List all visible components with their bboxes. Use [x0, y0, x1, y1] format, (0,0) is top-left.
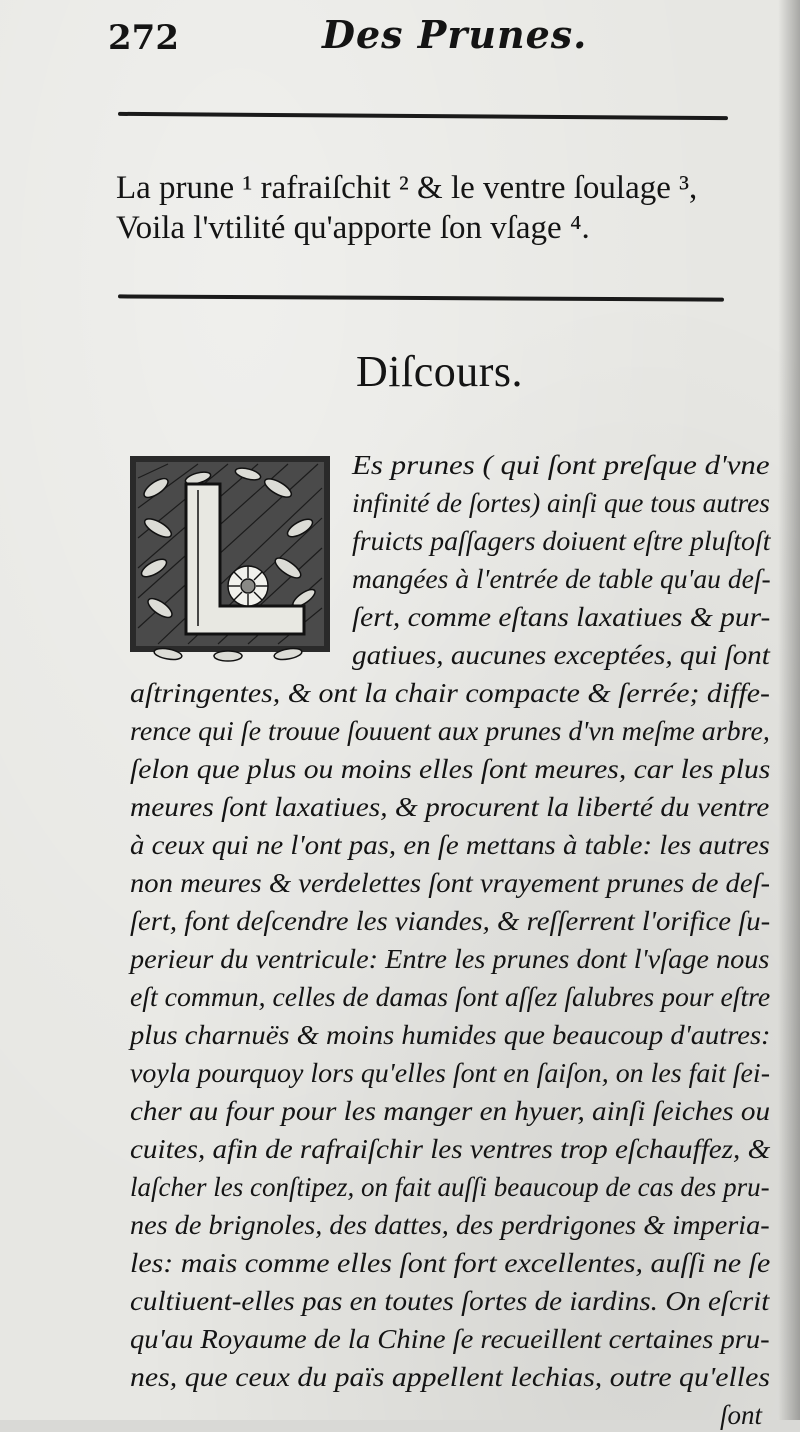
text-line: ſert, font deſcendre les viandes, & reſſerrent l'orifice ſu- — [130, 906, 771, 936]
ornamental-drop-cap-icon — [128, 448, 336, 668]
text-line: infinité de ſortes) ainſi que tous autres — [352, 488, 770, 518]
text-line: nes de brignoles, des dattes, des perdrigones & imperia- — [130, 1210, 770, 1240]
text-line: fruicts paſſagers doiuent eſtre pluſtoſt — [352, 526, 771, 556]
text-line: perieur du ventricule: Entre les prunes dont l'vſage nous — [130, 944, 770, 974]
section-title: Diſcours. — [356, 347, 524, 396]
text-line: non meures & verdelettes ſont vrayement prunes de deſ- — [130, 868, 771, 898]
text-line: cuites, afin de rafraiſchir les ventres trop eſchauffez, & — [130, 1134, 771, 1164]
text-line: à ceux qui ne l'ont pas, en ſe mettans à table: les autres — [130, 830, 770, 860]
middle-rule — [118, 294, 724, 301]
text-line: Es prunes ( qui ſont preſque d'vne — [352, 450, 770, 480]
verse-line-2: Voila l'vtilité qu'apporte ſon vſage ⁴. — [116, 210, 590, 246]
text-line: gatiues, aucunes exceptées, qui ſont — [352, 640, 770, 670]
text-line: ſelon que plus ou moins elles ſont meures, car les plus — [130, 754, 771, 784]
text-line: qu'au Royaume de la Chine ſe recueillent certaines pru- — [130, 1324, 770, 1354]
page-number: 272 — [108, 18, 179, 58]
text-line: ſert, comme eſtans laxatiues & pur- — [352, 602, 771, 632]
page-edge-shadow — [778, 0, 800, 1420]
verse-line-1: La prune ¹ rafraiſchit ² & le ventre ſoulage ³, — [116, 170, 698, 206]
text-line: cher au four pour les manger en hyuer, ainſi ſeiches ou — [130, 1096, 771, 1126]
text-line: voyla pourquoy lors qu'elles ſont en ſaiſon, on les fait ſei- — [130, 1058, 770, 1088]
text-line: les: mais comme elles ſont fort excellentes, auſſi ne ſe — [130, 1248, 771, 1278]
running-head: Des Prunes. — [322, 12, 588, 57]
text-line: meures ſont laxatiues, & procurent la liberté du ventre — [130, 792, 770, 822]
text-line: eſt commun, celles de damas ſont aſſez ſalubres pour eſtre — [130, 982, 771, 1012]
top-rule — [118, 112, 728, 120]
text-line: plus charnuës & moins humides que beaucoup d'autres: — [130, 1020, 771, 1050]
text-line: aſtringentes, & ont la chair compacte & ſerrée; diffe- — [130, 678, 771, 708]
catchword: ſont — [720, 1400, 763, 1430]
text-line: laſcher les conſtipez, on fait auſſi beaucoup de cas des pru- — [130, 1172, 770, 1202]
text-line: rence qui ſe trouue ſouuent aux prunes d'vn meſme arbre, — [130, 716, 770, 746]
text-line: mangées à l'entrée de table qu'au deſ- — [352, 564, 771, 594]
text-line: nes, que ceux du païs appellent lechias, outre qu'elles — [130, 1362, 770, 1392]
text-line: cultiuent-elles pas en toutes ſortes de iardins. On eſcrit — [130, 1286, 770, 1316]
